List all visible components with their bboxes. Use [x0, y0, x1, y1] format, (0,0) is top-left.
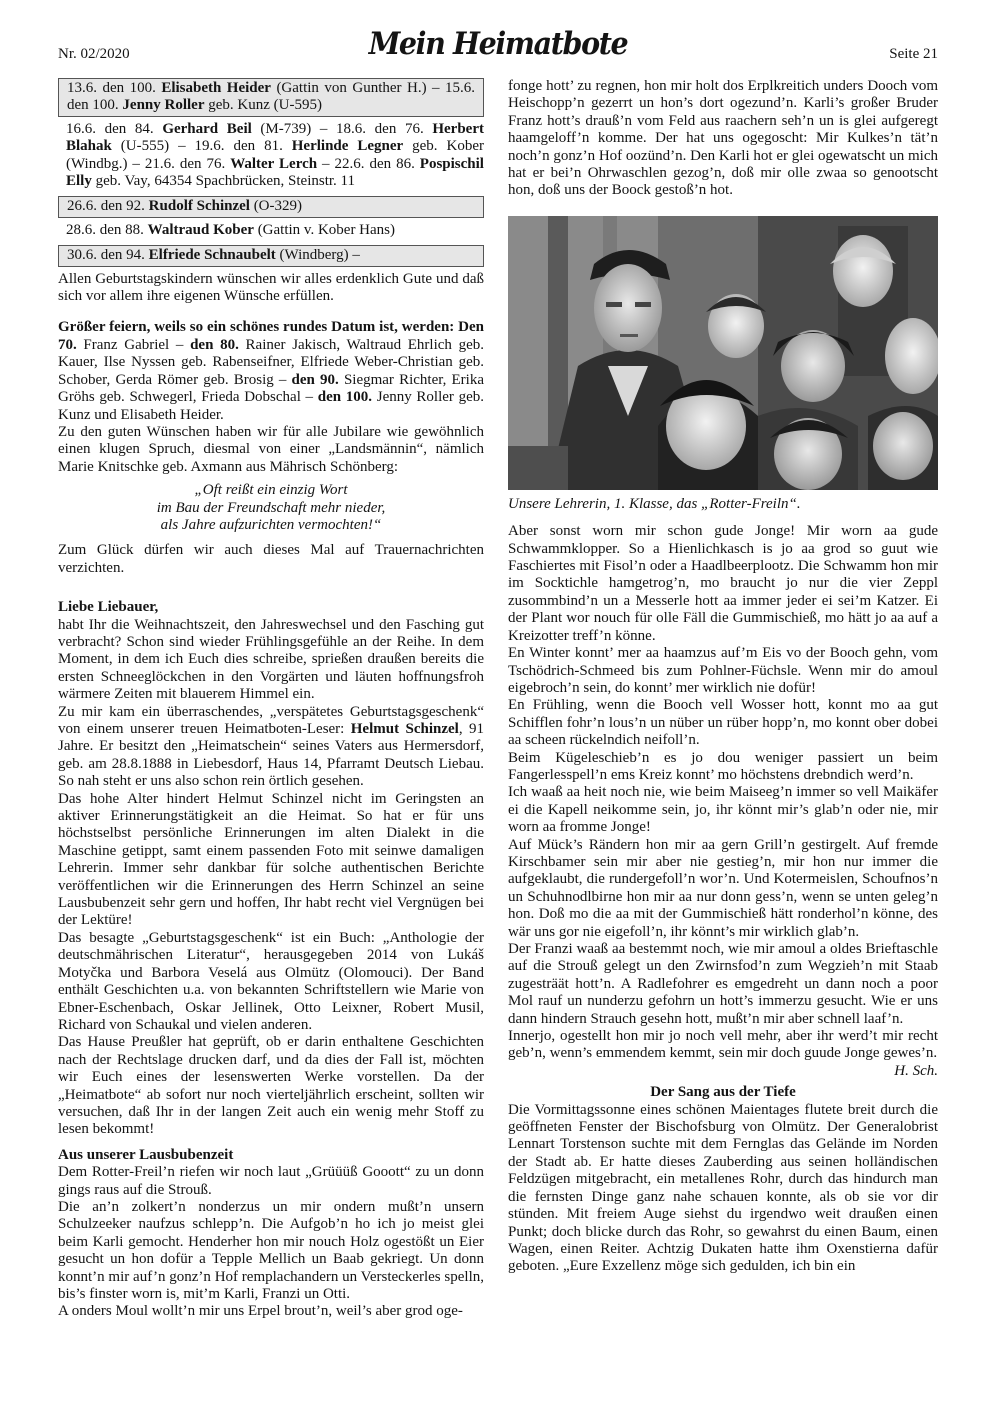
left-column: [58, 78, 484, 1321]
issue-number: Nr. 02/2020: [58, 46, 130, 62]
book-paragraph: Das besagte „Geburtstagsgeschenk“ ist ein Buch: „Anthologie der deutschmährischen Literatur“, herausgegeben 2014 von Lukáš Motyčka und Barbora Veselá aus Olmütz (Olomouci). Der Band enthält Geschichten u.a. von bekannten Schriftstellern wie Marie von Ebner-Eschenbach, Oskar Jellinek, Otto Leixner, Robert Musil, Richard von Schaukal und vielen anderen.: [58, 929, 484, 1033]
birthday-list-1: 16.6. den 84. Gerhard Beil (M-739) – 18.6. den 76. Herbert Blahak (U-555) – 19.6. den 81. Herlinde Legner geb. Kober (Windbg.) – 21.6. den 76. Walter Lerch – 22.6. den 86. Pospischil Elly geb. Vay, 64354 Spachbrücken, Steinstr. 11: [66, 120, 484, 190]
photo-caption: Unsere Lehrerin, 1. Klasse, das „Rotter-Freiln“.: [508, 495, 801, 512]
class-photo: [508, 216, 938, 490]
article-title: Der Sang aus der Tiefe: [650, 1084, 796, 1101]
poem: „Oft reißt ein einzig Wort im Bau der Freundschaft mehr nieder, als Jahre aufzurichten vermochten!“: [156, 482, 386, 533]
story-paragraph-5: Aber sonst worn mir schon gude Jonge! Mir worn aa gude Schwammklopper. So a Hienlichkasch is jo aa grod so guut wie Faschiertes mit Fisol’n oder a Haadlbeerplootz. Die Schwamm hon mir im Socktichle hamgetrog’n, mo braucht jo nur die vier Zeppl zusommbind’n un a Messerle hott aa immer jeder ei sei’m Katzer. Ei der Plant wor nouch für olle Fäll die Gummischieß, mo hätt jo aa auf a Kreizotter treff’n könne.: [508, 523, 938, 644]
article-paragraph: Die Vormittagssonne eines schönen Maientages flutete breit durch die geöffneten Fenster der Bischofsburg von Olmütz. Der Generalobrist Lennart Torstenson suchte mit dem Fernglas das Gelände im Norden der Stadt ab. Er hatte dieses Zauberding aus seinen holländischen Feldzügen mitgebracht, ein metallenes Rohr, durch das hindurch man die fernsten Dinge ganz nahe schauen konnte, als ob sie vor dir stünden. Mit freiem Auge siehst du irgendwo weit draußen einen Punkt; doch blicke durch das Rohr, so gewahrst du einen Baum, einen Wagen, einen Reiter. Achtzig Dukaten hatte ihm Oxenstierna dafür geboten. „Eure Exzellenz möge sich gedulden, ich bin ein: [508, 1101, 938, 1275]
page-header: [58, 26, 938, 68]
quote-intro: Zu den guten Wünschen haben wir für alle Jubilare wie gewöhnlich einen klugen Spruch, diesmal von einer „Landsmännin“, nämlich Marie Knitschke geb. Axmann aus Mährisch Schönberg:: [58, 423, 484, 475]
story-paragraph-10: Auf Mück’s Rändern hon mir aa gern Grill’n gestirgelt. Auf fremde Kirschbamer sein mir aber nie gestieg’n, mir hon nur immer die aufgeklaubt, die rundergefoll’n wor’n. Und Kotermeislen, Schoufnos’n un Schuhnodlbirne hon mir aa nur donn gess’n, wenn se unten geleg’n hon. Doß mo die aa mit der Gummischieß hätt ronderhol’n könne, des wär uns gor nie eigefoll’n, ihr könnt’s mir wirklich glab’n.: [508, 836, 938, 940]
story-paragraph-4: fonge hott’ zu regnen, hon mir holt dos Erplkreitich unders Dooch vom Heischopp’n gezerrt un hon’s dort ogezund’n. Karli’s großer Bruder Franz hott’s drauß’n vom Feld aus raachern seh’n un is glei aufgeregt haamgeloff’n komme. Der hat uns ogegoscht: Mir Kulkes’n tät’n noch’n gonz’n Hof oozünd’n. Den Karli hot er glei ogewatscht un mich hat er bei’n Ohrwaschlen gezog’n, doß mir olle zwaa so genootscht hon, doß uns der Boock gestoß’n hot.: [508, 78, 938, 199]
story-paragraph-11: Der Franzi waaß aa bestemmt noch, wie mir amoul a oldes Brieftaschle auf die Strouß gelegt un den Zwirnsfod’n zum Wegzieh’n mit Staab zugesträät hott’n. A Radlefohrer es emgedreht un dann noch a poor Mol rauf un nunderzu gefohrn un hott’s immerzu gesucht. Wie er uns dann hindern Strauch gesehn hott, mußt’n mir aber schnell laaf’n.: [508, 941, 938, 1027]
gift-paragraph: Zu mir kam ein überraschendes, „verspätetes Geburtstagsgeschenk“ von einem unserer treuen Heimatboten-Leser: Helmut Schinzel, 91 Jahre. Er besitzt den „Heimatschein“ seines Vaters aus Hermersdorf, geb. am 28.8.1888 in Liebesdorf, Haus 14, Pfarramt Deutsch Liebau. So nah steht er uns also schon rein örtlich gesehen.: [58, 703, 484, 790]
story-paragraph-7: En Frühling, wenn die Booch vell Wosser hott, konnt mo aa gut Schifflen fohr’n lous’n un nüber un rüber hopp’n, mo konnt ober dobei aa scheen rückelndich neifoll’n.: [508, 697, 938, 749]
page-number: Seite 21: [889, 46, 938, 62]
memories-paragraph: Das hohe Alter hindert Helmut Schinzel nicht im Geringsten an aktiver Erinnerungstätigkeit an die Heimat. So hat er für uns höchstselbst persönliche Erinnerungen im alten Dialekt in die Maschine getippt, samt einem passenden Foto mit seinwe damaligen Lehrerin. Immer sehr dankbar für solche authentischen Berichte veröffentlichen wir die Erinnerungen des Herrn Schinzel an seine Lausbubenzeit sehr gern und hoffen, Ihr habt recht viel Vergnügen bei der Lektüre!: [58, 790, 484, 929]
right-column: [508, 78, 938, 1276]
story-heading: Aus unserer Lausbubenzeit: [58, 1146, 234, 1163]
story-paragraph-1: Dem Rotter-Freil’n riefen wir noch laut „Grüüüß Gooott“ zu un donn gings raus auf die Strouß.: [58, 1164, 484, 1198]
class-photo-image: [508, 216, 938, 490]
birthday-box-2: 26.6. den 92. Rudolf Schinzel (O-329): [58, 196, 484, 217]
birthday-list-2: 28.6. den 88. Waltraud Kober (Gattin v. Kober Hans): [66, 221, 396, 238]
story-paragraph-9: Ich waaß aa heit noch nie, wie beim Maiseeg’n immer so vell Maikäfer ei die Kapell neikomme sein, jo, ihr könnt mir’s glab’n oder nie, mir worn aa fromme Jonge!: [508, 784, 938, 836]
story-paragraph-3: A onders Moul wollt’n mir uns Erpel brout’n, weil’s aber grod oge-: [58, 1303, 463, 1320]
mourning-paragraph: Zum Glück dürfen wir auch dieses Mal auf Trauernachrichten verzichten.: [58, 542, 484, 576]
wishes-paragraph: Allen Geburtstagskindern wünschen wir alles erdenklich Gute und daß sich vor allem ihre eigenen Wünsche erfüllen.: [58, 270, 484, 305]
greeting-paragraph: habt Ihr die Weihnachtszeit, den Jahreswechsel und den Fasching gut verbracht? Schon sind wieder Frühlingsgefühle an der Reihe. In dem Moment, in dem ich Euch dies schreibe, sprießen draußen bereits die ersten Schneeglöckchen in den Vorgärten und läuten hoffnungsfroh wärmere Zeiten mit blauerem Himmel ein.: [58, 616, 484, 703]
birthday-box-1: 13.6. den 100. Elisabeth Heider (Gattin von Gunther H.) – 15.6. den 100. Jenny Roller geb. Kunz (U-595): [58, 78, 484, 117]
story-paragraph-8: Beim Kügeleschieb’n es jo dou weniger passiert un beim Fangerlesspell’n ems Kreiz konnt’ mo höchstens drebndich werd’n.: [508, 749, 938, 783]
jubilee-paragraph: Größer feiern, weils so ein schönes rundes Datum ist, werden: Den 70. Franz Gabriel – den 80. Rainer Jakisch, Waltraud Ehrlich geb. Kauer, Ilse Nyssen geb. Rabenseifner, Elfriede Weber-Christian geb. Schober, Gerda Römer geb. Brosig – den 90. Siegmar Richter, Erika Gröhs geb. Schwegerl, Frieda Dobschal – den 100. Jenny Roller geb. Kunz und Elisabeth Heider.: [58, 319, 485, 423]
publisher-paragraph: Das Hause Preußler hat geprüft, ob er darin enthaltene Geschichten nach der Rechtslage drucken darf, und da dies der Fall ist, möchten wir Euch eines der lesenswerten Werke vorstellen. Da der „Heimatbote“ ab sofort nur noch vierteljährlich erscheint, sollten wir versuchen, daß Ihr in der langen Zeit auch ein wenig mehr Stoff zu lesen bekommt!: [58, 1034, 484, 1138]
masthead-title: Mein Heimatbote: [368, 26, 628, 62]
story-paragraph-12: Innerjo, ogestellt hon mir jo noch vell mehr, aber ihr werd’t mir recht geb’n, wenn’s emmendem kemmt, sein mir doch guude Jonge gewes’n.: [508, 1028, 938, 1062]
author-signature: H. Sch.: [894, 1062, 938, 1079]
story-paragraph-6: En Winter konnt’ mer aa haamzus auf’m Eis vo der Booch gehn, vom Tschödrich-Schmeed bis zum Pohlner-Füchsle. Wenn mir do amoul eigebroch’n sein, do konnt’ mer wirklich nie dofür!: [508, 645, 938, 696]
story-paragraph-2: Die an’n zolkert’n nonderzus un mir ondern mußt’n unsern Schulzeeker naufzus schlepp’n. Die Aufgob’n ho ich jo meist glei beim Karli gemocht. Henderher hon mir nouch Holz ogestößt un Eier gesucht un hon dofür a Tepple Mellich un Baab gekriegt. Un donn konnt’n mir auf’n gonz’n Hof remplachandern un Versteckerles spelln, bis’s finster worn is, mit’m Karli, Franzi un Otti.: [58, 1198, 484, 1302]
birthday-box-3: 30.6. den 94. Elfriede Schnaubelt (Windberg) –: [58, 245, 484, 266]
greeting-heading: Liebe Liebauer,: [58, 599, 159, 616]
